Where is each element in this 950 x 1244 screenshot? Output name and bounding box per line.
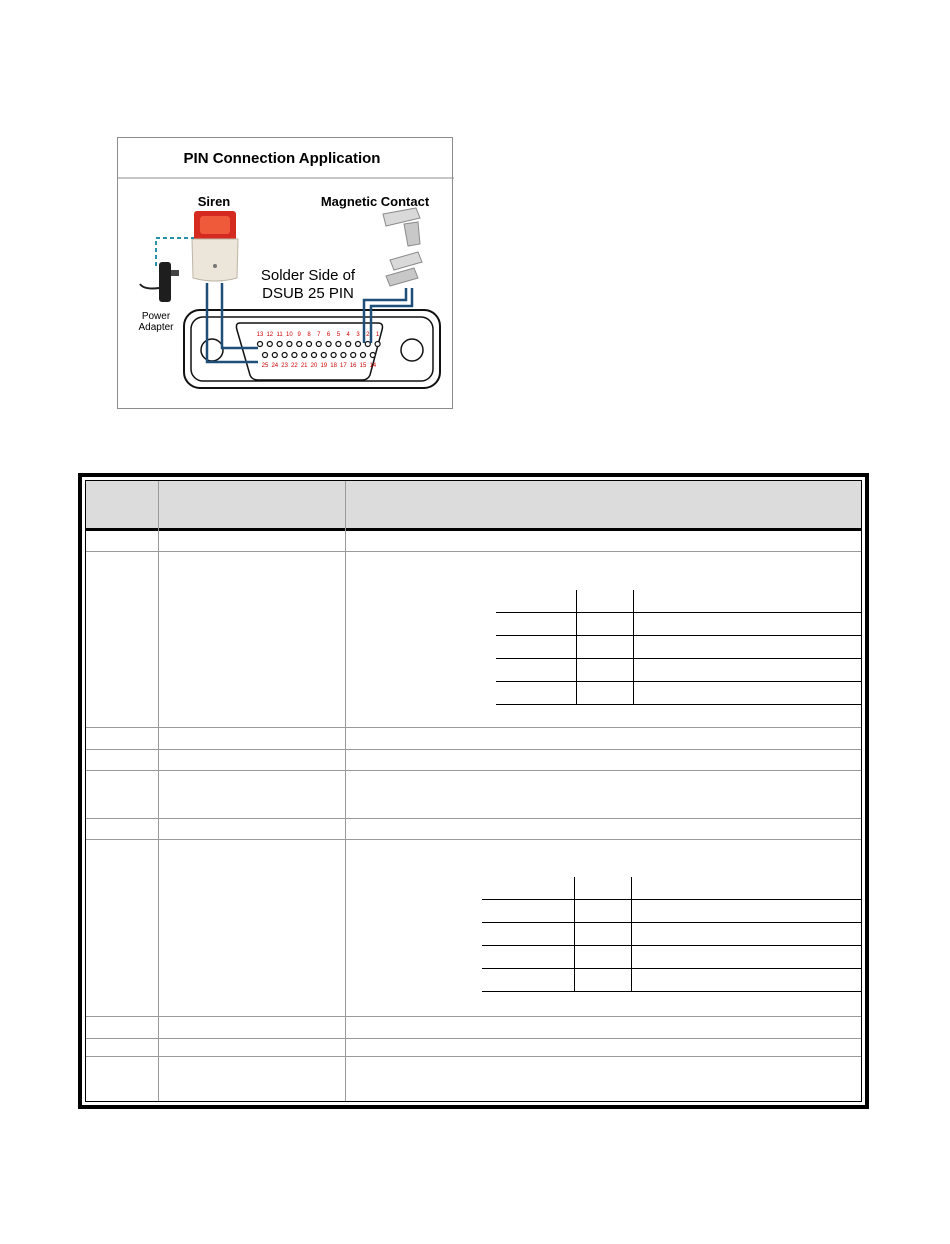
nested-cell	[575, 877, 632, 900]
table-row	[86, 750, 861, 771]
nested-cell	[496, 590, 577, 613]
pin-hole	[341, 353, 346, 358]
dsub-label-1: Solder Side of	[260, 267, 356, 284]
nested-cell	[577, 613, 634, 636]
pin-hole	[263, 353, 268, 358]
nested-cell	[632, 946, 863, 969]
nested-cell	[634, 659, 863, 682]
nested-cell	[496, 682, 577, 705]
table-row	[86, 1057, 861, 1104]
pin-hole	[292, 353, 297, 358]
nested-cell	[496, 636, 577, 659]
pin-hole	[370, 353, 375, 358]
pin-hole	[361, 353, 366, 358]
nested-cell	[577, 659, 634, 682]
pin-number-1: 1	[375, 332, 380, 338]
pin-hole	[297, 342, 302, 347]
pin-number-4: 4	[346, 332, 350, 338]
pin-number-22: 22	[291, 363, 298, 369]
nested-cell	[634, 590, 863, 613]
nested-cell	[496, 613, 577, 636]
nested-cell	[496, 659, 577, 682]
pin-hole	[356, 342, 361, 347]
pin-hole	[365, 342, 370, 347]
nested-row	[496, 590, 862, 613]
pin-hole	[346, 342, 351, 347]
table-row	[86, 1039, 861, 1057]
pin-number-10: 10	[286, 332, 293, 338]
nested-cell	[482, 923, 575, 946]
nested-cell	[634, 613, 863, 636]
pin-number-24: 24	[271, 363, 279, 369]
siren-label: Siren	[197, 194, 231, 209]
pin-number-17: 17	[340, 363, 347, 369]
pin-hole	[277, 342, 282, 347]
pin-hole	[267, 342, 272, 347]
nested-value-table	[482, 877, 862, 992]
nested-cell	[632, 900, 863, 923]
pin-hole	[307, 342, 312, 347]
pin-number-20: 20	[310, 363, 318, 369]
pin-hole	[375, 342, 380, 347]
nested-row	[482, 923, 862, 946]
dsub-label-2: DSUB 25 PIN	[262, 285, 354, 302]
pin-number-23: 23	[281, 363, 288, 369]
pin-number-13: 13	[256, 332, 264, 338]
pin-hole	[312, 353, 317, 358]
pin-spec-table	[78, 473, 869, 1109]
pin-hole	[316, 342, 321, 347]
pin-number-18: 18	[330, 363, 337, 369]
nested-cell	[577, 590, 634, 613]
pin-number-12: 12	[266, 332, 274, 338]
pin-number-15: 15	[359, 363, 367, 369]
nested-row	[496, 682, 862, 705]
pin-hole	[258, 342, 263, 347]
nested-row	[496, 613, 862, 636]
nested-cell	[575, 900, 632, 923]
nested-row	[482, 877, 862, 900]
power-adapter-icon	[140, 262, 179, 302]
nested-cell	[634, 682, 863, 705]
pin-hole	[287, 342, 292, 347]
table-row	[86, 771, 861, 819]
pin-number-9: 9	[297, 332, 301, 338]
column-divider	[345, 481, 346, 1101]
nested-row	[496, 659, 862, 682]
pin-number-16: 16	[349, 363, 357, 369]
pin-number-14: 14	[369, 363, 377, 369]
pin-hole	[351, 353, 356, 358]
pin-number-2: 2	[366, 332, 370, 338]
nested-row	[496, 636, 862, 659]
nested-cell	[482, 877, 575, 900]
pin-number-5: 5	[336, 332, 341, 338]
table-row	[86, 531, 861, 552]
pin-connection-diagram	[117, 137, 453, 409]
pin-number-19: 19	[320, 363, 328, 369]
nested-cell	[632, 969, 863, 992]
table-row	[86, 1017, 861, 1039]
nested-row	[482, 900, 862, 923]
column-divider	[158, 481, 159, 1101]
magnetic-contact-label: Magnetic Contact	[320, 194, 430, 209]
table-row	[86, 728, 861, 750]
pin-hole	[336, 342, 341, 347]
power-wire	[156, 238, 194, 266]
nested-cell	[632, 877, 863, 900]
pin-number-3: 3	[356, 332, 360, 338]
nested-row	[482, 946, 862, 969]
nested-cell	[482, 969, 575, 992]
nested-cell	[575, 923, 632, 946]
nested-cell	[575, 969, 632, 992]
pin-number-11: 11	[276, 332, 283, 338]
pin-hole	[282, 353, 287, 358]
pin-hole	[302, 353, 307, 358]
diagram-canvas	[118, 138, 454, 410]
table-header-row	[86, 481, 861, 531]
nested-cell	[634, 636, 863, 659]
nested-value-table	[496, 590, 862, 705]
pin-number-25: 25	[261, 363, 269, 369]
siren-icon	[192, 211, 238, 281]
diagram-title: PIN Connection Application	[183, 150, 381, 167]
pin-hole	[331, 353, 336, 358]
pin-number-21: 21	[300, 363, 308, 369]
pin-hole	[272, 353, 277, 358]
power-adapter-label-1: Power	[141, 311, 171, 322]
nested-cell	[577, 636, 634, 659]
pin-hole	[326, 342, 331, 347]
nested-cell	[482, 946, 575, 969]
nested-cell	[482, 900, 575, 923]
nested-cell	[632, 923, 863, 946]
pin-hole	[321, 353, 326, 358]
nested-cell	[577, 682, 634, 705]
table-row	[86, 819, 861, 840]
pin-number-8: 8	[307, 332, 311, 338]
magnetic-contact-icon	[383, 208, 422, 286]
pin-number-6: 6	[326, 332, 331, 338]
power-adapter-label-2: Adapter	[138, 322, 174, 333]
nested-row	[482, 969, 862, 992]
pin-number-7: 7	[317, 332, 321, 338]
nested-cell	[575, 946, 632, 969]
